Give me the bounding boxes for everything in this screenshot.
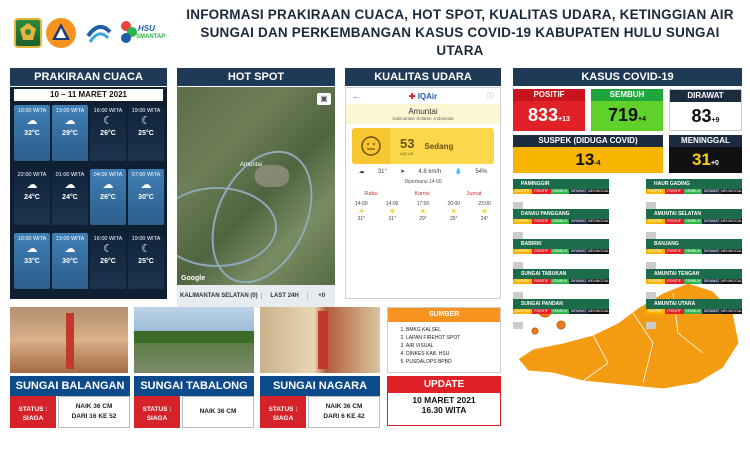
source-item: 2. LAPAN FIREHOT SPOT [406, 334, 500, 342]
positif-value-row [513, 101, 585, 134]
forecast-temp: 24°C [24, 194, 40, 201]
dirawat-value: 83 [691, 106, 712, 126]
cloud-icon: ☁ [358, 169, 365, 175]
forecast-time: 16:00 WITA [93, 108, 123, 114]
face-icon [352, 128, 390, 164]
air-day[interactable]: Kamis [414, 191, 430, 197]
weather-icon: ☾ [103, 243, 113, 255]
map-city-label: Amuntai [240, 162, 263, 168]
air-hourly [346, 201, 500, 222]
forecast-cell [14, 105, 50, 161]
district-name: BABIRIK [513, 239, 609, 249]
river-level-change [58, 396, 130, 428]
district-name: AMUNTAI SELATAN [646, 209, 742, 219]
meninggal-card [669, 135, 742, 173]
covid-heading: KASUS COVID-19 [513, 68, 742, 86]
status-value: SIAGA [22, 415, 44, 422]
dirawat-card [669, 89, 742, 131]
forecast-temp: 30°C [62, 258, 78, 265]
district-value [654, 322, 656, 329]
forecast-cell [128, 169, 164, 225]
iqair-brand [409, 92, 438, 101]
district-value [654, 262, 656, 269]
district-name: HAUR GADING [646, 179, 742, 189]
dirawat-delta: +9 [711, 117, 720, 124]
sembuh-label: SEMBUH [591, 89, 663, 101]
aqi-unit: AQI US [400, 151, 414, 156]
air-humidity: 54% [475, 168, 488, 175]
iqair-brand-text: IQAir [417, 91, 438, 101]
district-col-headers [646, 249, 742, 254]
meninggal-delta: +0 [710, 160, 719, 167]
dirawat-label: DIRAWAT [670, 90, 741, 102]
hourly-item [386, 201, 399, 222]
forecast-time: 22:00 WITA [17, 172, 47, 178]
covid-panel [513, 87, 742, 393]
river-title: SUNGAI NAGARA [260, 376, 380, 396]
status-label: STATUS : [142, 406, 172, 413]
district-table [513, 269, 609, 302]
meninggal-value-row [669, 147, 742, 177]
district-col-headers [646, 279, 742, 284]
district-col-headers [513, 249, 609, 254]
district-col-header: DIRAWAT [703, 219, 720, 223]
forecast-cell [14, 233, 50, 289]
forecast-time: 19:00 WITA [131, 236, 161, 242]
air-day[interactable]: Jumat [466, 191, 482, 197]
gauge-pole [66, 313, 74, 369]
district-col-header: MENINGGAL [721, 309, 743, 313]
sun-icon: ☀ [419, 207, 427, 216]
weather-icon: ☁ [26, 115, 38, 127]
forecast-cell [14, 169, 50, 225]
district-col-header: SUSPEK [646, 279, 665, 284]
district-col-header: SEMBUH [552, 249, 568, 253]
district-col-header: SEMBUH [685, 279, 701, 283]
district-values [646, 314, 742, 332]
district-value [521, 232, 523, 239]
suspek-value-row [513, 147, 663, 177]
air-quality-app [345, 87, 501, 299]
forecast-time: 13:00 WITA [55, 108, 85, 114]
positif-card [513, 89, 585, 131]
status-value: SIAGA [272, 415, 294, 422]
sembuh-card [591, 89, 663, 131]
hourly-item [355, 201, 368, 222]
wind-icon: ➤ [400, 169, 406, 175]
district-col-header: DIRAWAT [703, 279, 720, 283]
hotspot-heading: HOT SPOT [177, 68, 335, 86]
iqair-flag-icon: ✚ [408, 91, 416, 101]
forecast-temp: 24°C [62, 194, 78, 201]
river-status-badge [260, 396, 306, 428]
district-col-headers [513, 189, 609, 194]
river-title: SUNGAI TABALONG [134, 376, 254, 396]
river-status-badge [10, 396, 56, 428]
district-col-header: SUSPEK [646, 309, 665, 314]
district-col-header: POSITIF [532, 309, 551, 314]
district-col-header: POSITIF [665, 189, 684, 194]
aqi-value-block [400, 136, 414, 156]
map-town-area [255, 165, 289, 187]
district-col-header: SEMBUH [552, 279, 568, 283]
district-col-header: DIRAWAT [703, 189, 720, 193]
logo-text-hsu: HSU [138, 24, 155, 33]
forecast-cell [52, 233, 88, 289]
air-region: Kalimantan Selatan, Indonesia [392, 116, 454, 121]
district-value [654, 202, 656, 209]
district-table [646, 209, 742, 242]
district-col-header: POSITIF [532, 219, 551, 224]
forecast-temp: 26°C [100, 130, 116, 137]
district-col-headers [646, 219, 742, 224]
status-value: SIAGA [146, 415, 168, 422]
back-arrow-icon[interactable]: ← [352, 91, 361, 101]
district-value [654, 292, 656, 299]
district-table [646, 179, 742, 212]
district-col-header: POSITIF [532, 189, 551, 194]
sembuh-value: 719 [607, 105, 639, 125]
air-wind: 4.8 km/h [418, 168, 442, 175]
district-name: DANAU PANGGANG [513, 209, 609, 219]
district-col-header: SUSPEK [646, 189, 665, 194]
weather-icon: ☾ [141, 243, 151, 255]
district-col-header: DIRAWAT [570, 189, 587, 193]
forecast-time: 16:00 WITA [93, 236, 123, 242]
district-values [513, 314, 609, 332]
district-col-header: DIRAWAT [570, 249, 587, 253]
source-item: 3. AIR VISUAL [406, 342, 500, 350]
source-item: 4. DINKES KAB. HSU [406, 350, 500, 358]
hourly-time: 23:00 [478, 201, 491, 207]
air-temp: 31° [377, 168, 387, 175]
hourly-temp: 31° [357, 216, 366, 222]
suspek-card [513, 135, 663, 173]
district-col-header: SEMBUH [685, 249, 701, 253]
hourly-time: 14:00 [355, 201, 368, 207]
meninggal-label: MENINGGAL [669, 135, 742, 147]
sources-box [387, 307, 501, 373]
source-item: 5. PUSDALOPS BPBD [406, 358, 500, 366]
suspek-delta: -4 [594, 160, 601, 167]
weather-heading: PRAKIRAAN CUACA [10, 68, 167, 86]
district-table [646, 239, 742, 272]
district-col-header: POSITIF [665, 219, 684, 224]
hotspot-footer [177, 285, 335, 307]
district-col-header: MENINGGAL [721, 249, 743, 253]
tree-line [134, 331, 254, 343]
river-photo-tabalong [134, 307, 254, 373]
district-value [521, 322, 523, 329]
title-line-2: SUNGAI DAN PERKEMBANGAN KASUS COVID-19 KABUPATEN HULU SUNGAI UTARA [200, 25, 720, 58]
forecast-time: 10:00 WITA [17, 108, 47, 114]
district-col-header: MENINGGAL [721, 219, 743, 223]
hourly-time: 17:00 [416, 201, 430, 207]
update-date: 10 MARET 2021 [412, 395, 476, 405]
hourly-item [417, 201, 430, 222]
air-weather-row [352, 168, 494, 175]
forecast-time: 04:00 WITA [93, 172, 123, 178]
forecast-time: 13:00 WITA [55, 236, 85, 242]
district-col-header: POSITIF [532, 279, 551, 284]
district-table [646, 299, 742, 332]
district-name: AMUNTAI UTARA [646, 299, 742, 309]
page-title [180, 6, 740, 60]
district-col-headers [513, 279, 609, 284]
weather-icon: ☾ [103, 115, 113, 127]
forecast-temp: 25°C [138, 130, 154, 137]
district-col-header: DIRAWAT [570, 279, 587, 283]
aqi-card [352, 128, 494, 164]
district-value [521, 262, 523, 269]
district-table [513, 209, 609, 242]
district-name: PAMINGGIR [513, 179, 609, 189]
district-col-headers [513, 309, 609, 314]
meninggal-value: 31 [692, 150, 711, 169]
district-col-header: DIRAWAT [703, 309, 720, 313]
weather-icon: ☾ [141, 115, 151, 127]
suspek-value: 13 [575, 150, 595, 169]
district-col-header: SUSPEK [513, 249, 532, 254]
positif-delta: +13 [558, 116, 570, 123]
sembuh-delta: +4 [638, 116, 647, 123]
level-rise: NAIK 36 CM [325, 403, 363, 410]
district-col-header: SUSPEK [513, 279, 532, 284]
district-table [513, 239, 609, 272]
sun-icon: ☀ [450, 207, 458, 216]
forecast-cell [90, 105, 126, 161]
district-col-header: SEMBUH [685, 219, 701, 223]
district-col-header: MENINGGAL [588, 279, 610, 283]
district-col-header: MENINGGAL [588, 309, 610, 313]
kominfo-logo [84, 18, 112, 48]
aqi-value: 53 [400, 136, 415, 151]
forecast-cell [128, 233, 164, 289]
air-days-row [346, 191, 500, 197]
district-col-headers [646, 189, 742, 194]
district-col-header: SUSPEK [513, 309, 532, 314]
district-col-header: SEMBUH [685, 189, 701, 193]
level-range: DARI 16 KE 52 [71, 413, 117, 420]
weather-icon: ☁ [64, 243, 76, 255]
status-label: STATUS : [268, 406, 298, 413]
district-col-header: SUSPEK [646, 219, 665, 224]
weather-icon: ☁ [26, 179, 38, 191]
weather-icon: ☁ [64, 179, 76, 191]
district-name: SUNGAI PANDAN [513, 299, 609, 309]
hourly-temp: 29° [419, 216, 427, 222]
sun-icon: ☀ [357, 207, 365, 216]
district-col-header: MENINGGAL [588, 219, 610, 223]
hourly-time: 20:00 [447, 201, 461, 207]
forecast-time: 10:00 WITA [17, 236, 47, 242]
hourly-temp: 31° [388, 216, 396, 222]
district-col-header: SUSPEK [513, 189, 532, 194]
air-location [346, 104, 500, 124]
forecast-temp: 25°C [138, 258, 154, 265]
map-layers-icon[interactable]: ▣ [317, 93, 331, 105]
forecast-cell [52, 169, 88, 225]
district-col-header: SUSPEK [646, 249, 665, 254]
weather-icon: ☁ [64, 115, 76, 127]
sun-icon: ☀ [388, 207, 396, 216]
district-col-header: DIRAWAT [570, 219, 587, 223]
hourly-item [478, 201, 491, 222]
bpbd-logo [46, 18, 76, 48]
river-level-change [308, 396, 380, 428]
title-line-1: INFORMASI PRAKIRAAN CUACA, HOT SPOT, KUALITAS UDARA, KETINGGIAN AIR [186, 7, 734, 22]
level-rise: NAIK 36 CM [199, 408, 237, 415]
dirawat-value-row [670, 102, 741, 135]
update-time: 16.30 WITA [421, 405, 467, 415]
info-icon[interactable]: ⓘ [487, 93, 494, 100]
air-city: Amuntai [408, 107, 438, 116]
forecast-temp: 29°C [62, 130, 78, 137]
district-table [513, 299, 609, 332]
level-range: DARI 6 KE 42 [323, 413, 365, 420]
district-col-header: MENINGGAL [588, 249, 610, 253]
forecast-time: 01:00 WITA [55, 172, 85, 178]
district-col-header: DIRAWAT [703, 249, 720, 253]
hotspot-range-filter[interactable]: LAST 24H [261, 293, 308, 299]
forecast-cell [128, 105, 164, 161]
positif-label: POSITIF [513, 89, 585, 101]
weather-date-range: 10 – 11 MARET 2021 [14, 89, 163, 101]
forecast-cell [90, 233, 126, 289]
district-col-header: SEMBUH [552, 219, 568, 223]
district-col-header: MENINGGAL [721, 279, 743, 283]
district-table [513, 179, 609, 212]
drop-icon: 💧 [454, 169, 463, 175]
district-value [521, 292, 523, 299]
hsu-smantap-logo [120, 18, 170, 48]
hourly-temp: 25° [450, 216, 458, 222]
weather-icon: ☁ [26, 243, 38, 255]
weather-icon: ☁ [140, 179, 152, 191]
district-col-headers [646, 309, 742, 314]
district-col-header: SUSPEK [513, 219, 532, 224]
district-col-header: SEMBUH [552, 189, 568, 193]
forecast-time: 07:00 WITA [131, 172, 161, 178]
district-value [521, 202, 523, 209]
forecast-temp: 30°C [138, 194, 154, 201]
update-heading: UPDATE [388, 377, 500, 393]
district-col-header: MENINGGAL [588, 189, 610, 193]
forecast-temp: 33°C [24, 258, 40, 265]
air-heading: KUALITAS UDARA [345, 68, 501, 86]
forecast-temp: 26°C [100, 258, 116, 265]
forecast-cell [52, 105, 88, 161]
logo-text-smantap: SMANTAP [136, 34, 166, 40]
aqi-status: Sedang [424, 141, 454, 151]
status-label: STATUS : [18, 406, 48, 413]
hourly-time: 14:00 [385, 201, 399, 207]
hotspot-count: +0 [307, 293, 335, 299]
positif-value: 833 [528, 105, 559, 125]
regency-logo [14, 18, 42, 48]
district-name: SUNGAI TABUKAN [513, 269, 609, 279]
update-box [387, 376, 501, 426]
air-updated: Diperbarui 14:00 [404, 179, 442, 185]
river-photo-nagara [260, 307, 380, 373]
district-col-header: POSITIF [665, 249, 684, 254]
sun-icon: ☀ [481, 207, 489, 216]
air-topbar [346, 88, 500, 104]
weather-icon: ☁ [102, 179, 114, 191]
district-name: AMUNTAI TENGAH [646, 269, 742, 279]
google-watermark: Google [181, 275, 206, 282]
river-status-badge [134, 396, 180, 428]
district-col-headers [513, 219, 609, 224]
district-col-header: POSITIF [665, 279, 684, 284]
level-rise: NAIK 36 CM [75, 403, 113, 410]
hourly-item [448, 201, 461, 222]
sources-list [388, 326, 500, 366]
gauge-pole [318, 311, 328, 369]
air-day[interactable]: Rabu [364, 191, 378, 197]
district-col-header: SEMBUH [685, 309, 701, 313]
district-col-header: POSITIF [665, 309, 684, 314]
district-value [654, 232, 656, 239]
district-col-header: MENINGGAL [721, 189, 743, 193]
sources-heading: SUMBER [388, 308, 500, 322]
district-col-header: POSITIF [532, 249, 551, 254]
sembuh-value-row [591, 101, 663, 134]
hotspot-map[interactable] [177, 87, 335, 285]
forecast-temp: 32°C [24, 130, 40, 137]
forecast-cell [90, 169, 126, 225]
river-title: SUNGAI BALANGAN [10, 376, 130, 396]
forecast-time: 19:00 WITA [131, 108, 161, 114]
weather-panel [10, 87, 167, 299]
suspek-label: SUSPEK (DIDUGA COVID) [513, 135, 663, 147]
river-level-change [182, 396, 254, 428]
hotspot-region-filter[interactable]: KALIMANTAN SELATAN (0) [180, 293, 258, 299]
district-col-header: SEMBUH [552, 309, 568, 313]
forecast-temp: 26°C [100, 194, 116, 201]
hourly-temp: 24° [480, 216, 489, 222]
district-col-header: DIRAWAT [570, 309, 587, 313]
river-photo-balangan [10, 307, 128, 373]
district-name: BANJANG [646, 239, 742, 249]
district-table [646, 269, 742, 302]
source-item: 1. BMKG KALSEL [406, 326, 500, 334]
